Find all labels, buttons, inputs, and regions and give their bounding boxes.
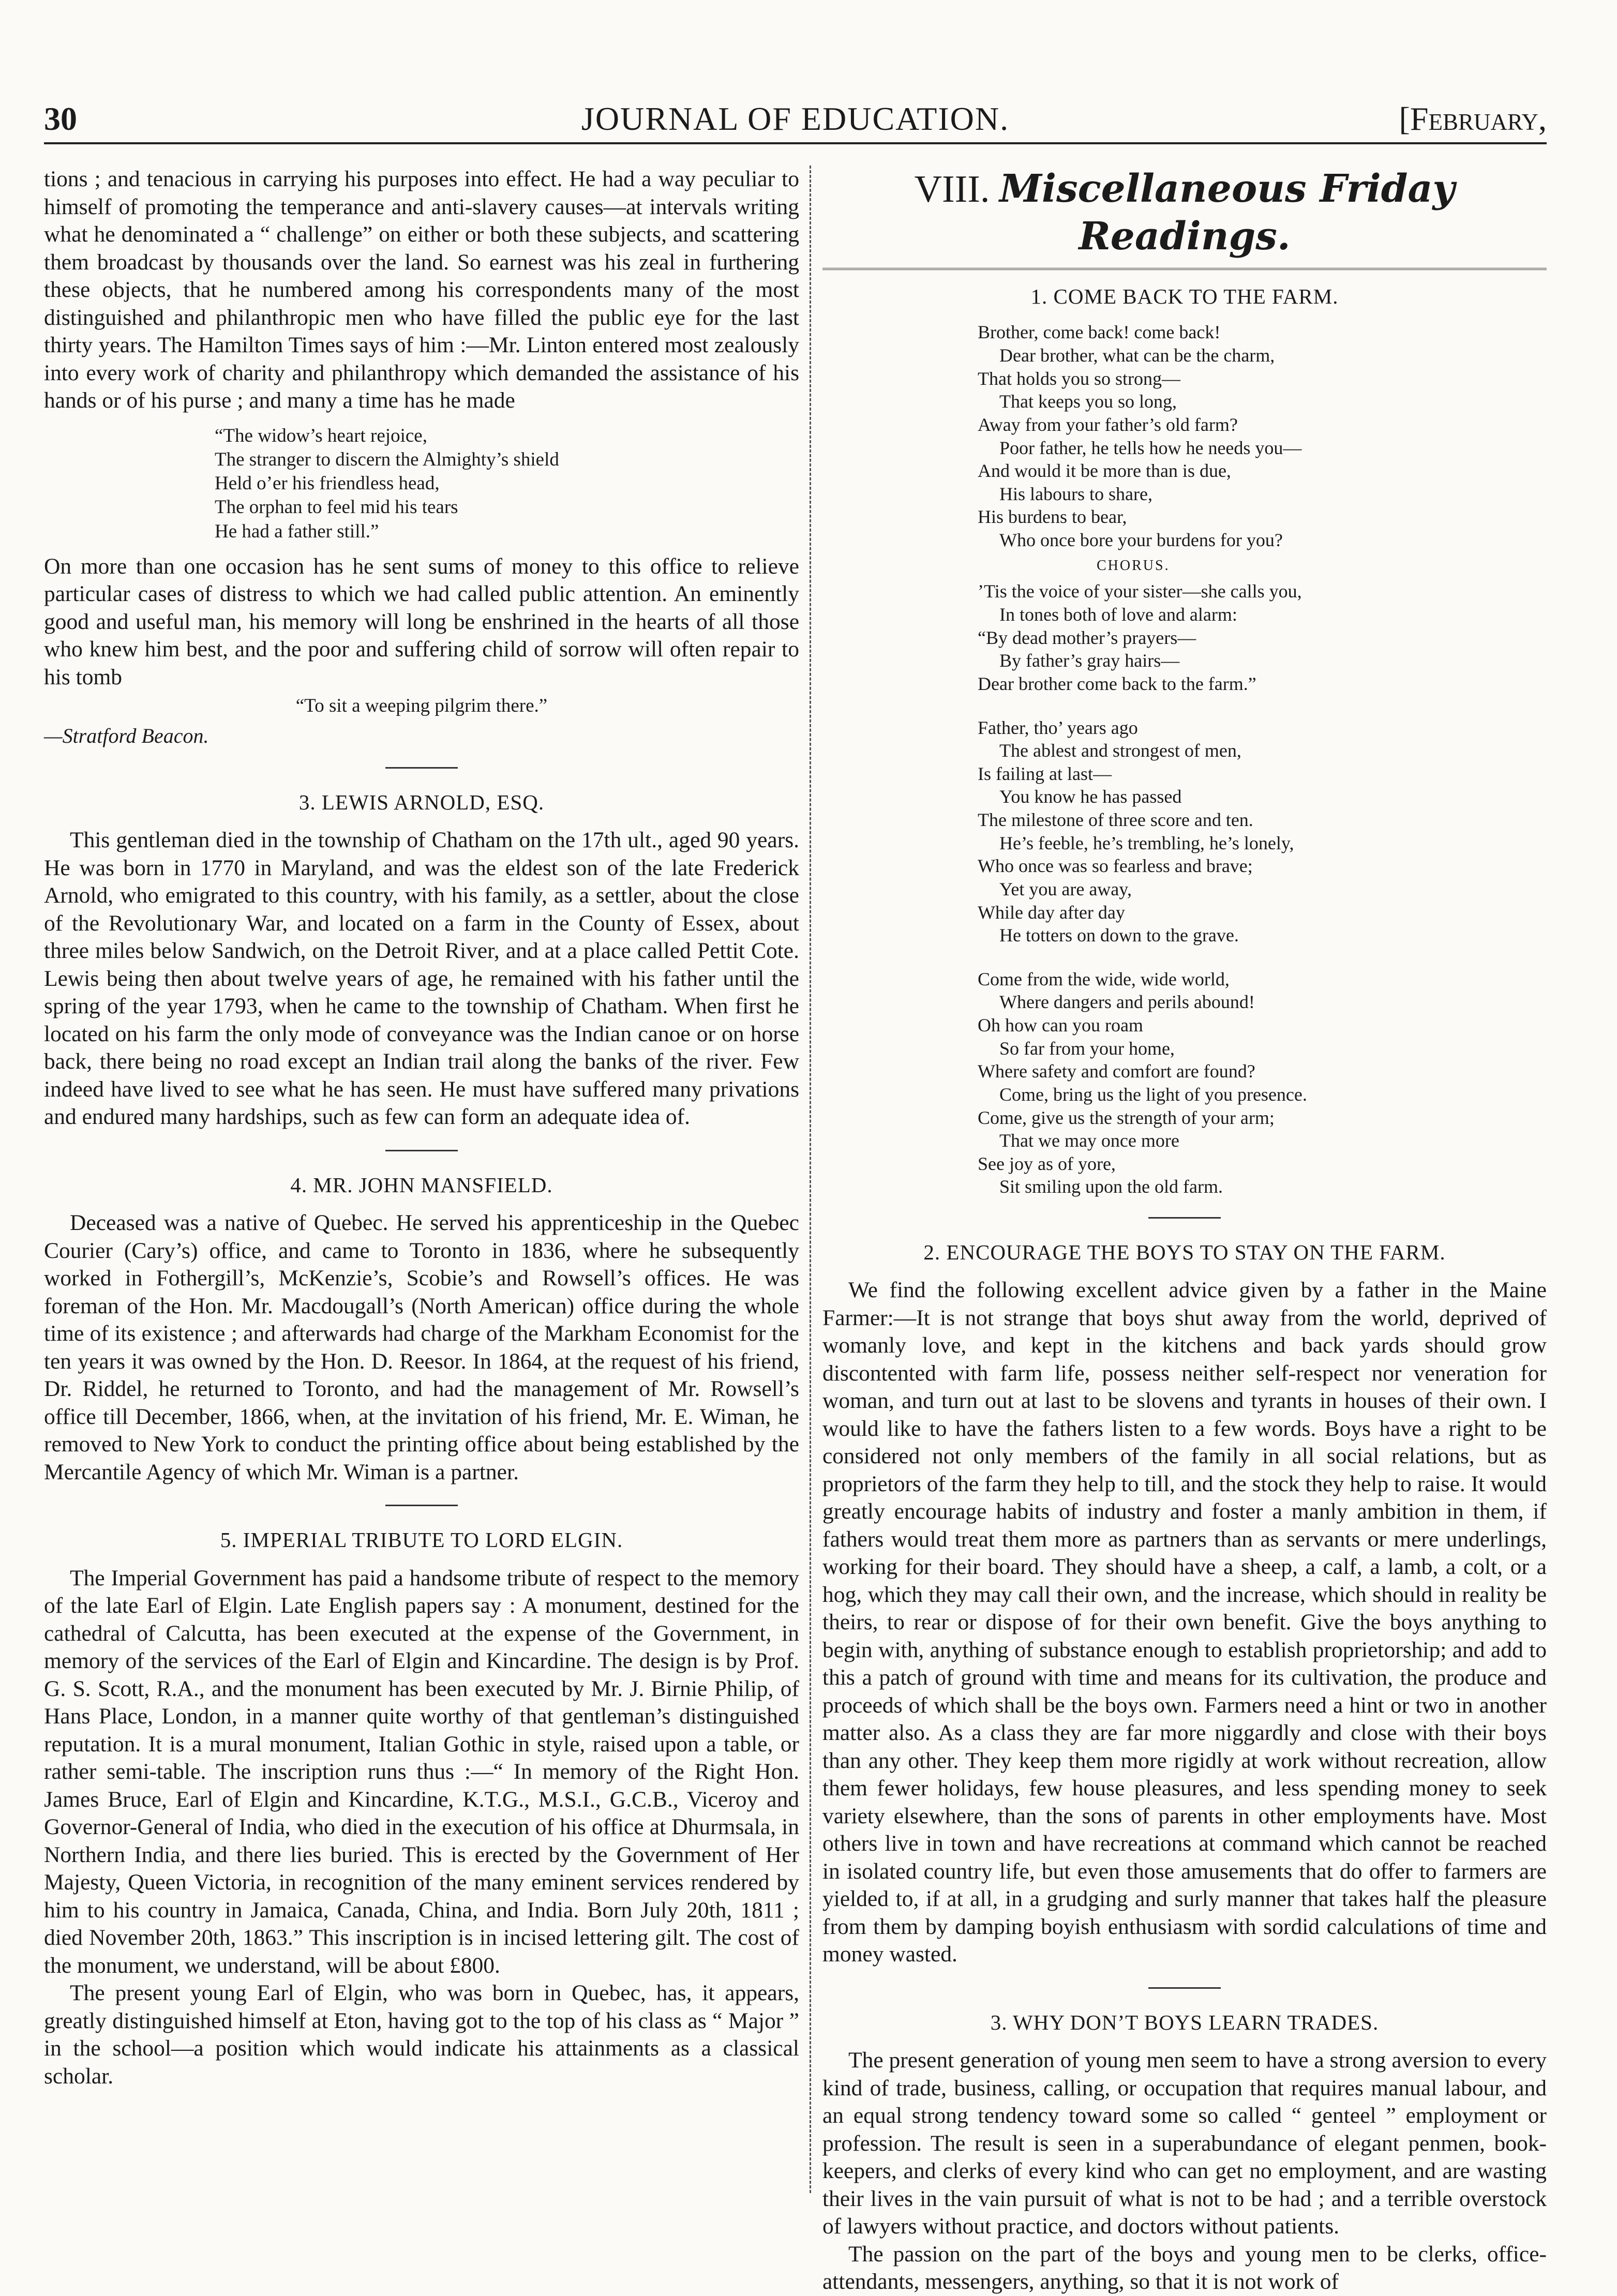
poem-line: His labours to share, [999, 483, 1152, 504]
poem-line: Who once bore your burdens for you? [999, 530, 1283, 551]
poem-line: The milestone of three score and ten. [978, 809, 1253, 831]
verse-line: The orphan to feel mid his tears [215, 497, 458, 518]
poem-line: Oh how can you roam [978, 1015, 1143, 1036]
stanza-gap [978, 947, 1547, 968]
poem-line: In tones both of love and alarm: [999, 604, 1237, 625]
header-month: [February, [1399, 100, 1547, 137]
poem-line: Poor father, he tells how he needs you— [999, 437, 1302, 458]
poem-line: Where dangers and perils abound! [999, 992, 1255, 1013]
section-divider [1148, 1217, 1221, 1219]
attribution: —Stratford Beacon. [44, 724, 209, 747]
lord-elgin-paragraph: The present young Earl of Elgin, who was born in Quebec, has, it appears, greatly distinguished himself at Eton, having got to the top of his class as “ Major ” in the school—a position which would indicate his attainments as a classical scholar. [44, 1980, 799, 2089]
linton-second-paragraph: On more than one occasion has he sent sums of money to this office to relieve particular cases of distress to which we had called public attention. An eminently good and useful man, his memory will long be enshrined in the hearts of all those who knew him best, and the poor and suffering child of sorrow will often repair to his tomb [44, 553, 799, 689]
verse-line: Held o’er his friendless head, [215, 473, 440, 494]
poem-line: He totters on down to the grave. [999, 925, 1239, 946]
poem-line: Brother, come back! come back! [978, 322, 1221, 343]
poem-line: While day after day [978, 902, 1125, 923]
poem-line: Yet you are away, [999, 878, 1132, 899]
page-number: 30 [44, 100, 77, 137]
lewis-arnold-paragraph: This gentleman died in the township of Chatham on the 17th ult., aged 90 years. He was born in 1770 in Maryland, and was the eldest son of the late Frederick Arnold, who emigrated to this country, with his family, as a settler, about the close of the Revolutionary War, and located on a farm in the County of Essex, about three miles below Sandwich, on the Detroit River, and at a place called Pettit Cote. Lewis being then about twelve years of age, he remained with his father until the spring of the year 1793, when he came to the township of Chatham. When first he located on his farm the only mode of conveyance was the Indian canoe or on horse back, there being no road except an Indian trail along the banks of the river. Few indeed have lived to see what he has seen. He must have suffered many privations and endured many hardships, such as few can form an adequate idea of. [44, 828, 799, 1130]
section-heading: 2. ENCOURAGE THE BOYS TO STAY ON THE FARM. [923, 1240, 1446, 1265]
column-divider [810, 166, 811, 2193]
lord-elgin-paragraph: The Imperial Government has paid a handsome tribute of respect to the memory of the late Earl of Elgin. Late English papers say : A monument, destined for the cathedral of Calcutta, has been executed at the expense of the Government, in memory of the services of the Earl of Elgin and Kincardine. The design is by Prof. G. S. Scott, R.A., and the monument has been executed by Mr. J. Birnie Philip, of Hans Place, London, in a manner quite worthy of that gentleman’s distinguished reputation. It is a mural monument, Italian Gothic in style, raised upon a table, or rather semi-table. The inscription runs thus :—“ In memory of the Right Hon. James Bruce, Earl of Elgin and Kincardine, K.T.G., M.S.I., G.C.B., Viceroy and Governor-General of India, who died in the execution of his office at Dhurmsala, in Northern India, and there lies buried. This is erected by the Government of Her Majesty, Queen Victoria, in recognition of the many eminent services rendered by him to his country in Jamaica, Canada, China, and India. Born July 20th, 1811 ; died November 20th, 1863.” This inscription is in incised lettering gilt. The cost of the monument, we understand, will be about £800. [44, 1565, 799, 1978]
poem-line: Away from your father’s old farm? [978, 414, 1238, 435]
section-heading: 3. LEWIS ARNOLD, ESQ. [298, 790, 545, 814]
boys-trades-paragraph: The passion on the part of the boys and young men to be clerks, office-attendants, messengers, anything, so that it is not work of [822, 2241, 1547, 2294]
poem-line: ’Tis the voice of your sister—she calls you, [978, 581, 1302, 602]
john-mansfield-paragraph: Deceased was a native of Quebec. He served his apprenticeship in the Quebec Courier (Cary’s) office, and came to Toronto in 1836, where he subsequently worked in Fothergill’s, McKenzie’s, Scobie’s and Rowsell’s offices. He was foreman of the Hon. Mr. Macdougall’s (North American) office during the whole time of its existence ; and afterwards had charge of the Markham Economist for the ten years it was owned by the Hon. D. Reesor. In 1864, at the request of his friend, Dr. Riddel, he returned to Toronto, and had the management of Mr. Rowsell’s office till December, 1866, when, at the invitation of his friend, Mr. E. Wiman, he removed to New York to conduct the printing office about being established by the Mercantile Agency of which Mr. Wiman is a partner. [44, 1210, 799, 1484]
poem-line: That keeps you so long, [999, 391, 1177, 412]
verse-line: “The widow’s heart rejoice, [215, 425, 427, 446]
poem-line: Who once was so fearless and brave; [978, 856, 1253, 877]
poem-line: The ablest and strongest of men, [999, 740, 1241, 761]
section-divider [385, 1150, 458, 1151]
poem-line: Sit smiling upon the old farm. [999, 1176, 1223, 1197]
poem-line: Is failing at last— [978, 763, 1112, 784]
section-heading: 5. IMPERIAL TRIBUTE TO LORD ELGIN. [220, 1528, 623, 1552]
section-title-text: Miscellaneous Friday Readings. [999, 167, 1455, 259]
poem-line: You know he has passed [999, 786, 1182, 807]
poem-line: Where safety and comfort are found? [978, 1061, 1255, 1082]
poem-line: Come, bring us the light of you presence. [999, 1084, 1307, 1105]
right-column [822, 166, 1547, 2296]
section-divider [385, 1505, 458, 1506]
boys-trades-paragraph: The present generation of young men seem to have a strong aversion to every kind of trade, business, calling, or occupation that requires manual labour, and an equal strong tendency toward some so called “ genteel ” employment or profession. The result is seen in a superabundance of elegant penmen, book-keepers, and clerks of every kind who can get no employment, and are wasting their lives in the vain pursuit of what is not to be had ; and a terrible overstock of lawyers without practice, and doctors without patients. [822, 2048, 1547, 2239]
boys-farm-paragraph: We find the following excellent advice given by a father in the Maine Farmer:—It is not strange that boys shut away from the world, deprived of womanly love, and kept in the kitchens and back yards should grow discontented with farm life, possess neither self-respect nor veneration for woman, and turn out at last to be slovens and tyrants in houses of their own. I would like to have the fathers listen to a few words. Boys have a right to be considered not only members of the family in all social relations, but as proprietors of the farm they help to till, and the stock they help to raise. It would greatly encourage habits of industry and foster a manly ambition in them, if fathers would treat them more as partners than as servants or mere underlings, working for their board. They should have a sheep, a calf, a lamb, a colt, or a hog, which they may call their own, and the increase, which should in reality be theirs, to rear or dispose of for their own benefit. Give the boys anything to begin with, anything of substance enough to establish proprietorship; and add to this a patch of ground with time and means for its cultivation, the produce and proceeds of which shall be the boys own. Farmers need a hint or two in another matter also. As a class they are far more niggardly and close with their boys than any other. They keep them more rigidly at work without recreation, allow them fewer holidays, few house pleasures, and less spending money to seek variety elsewhere, than the sons of parents in other employments have. Most others live in town and have recreations at command which cannot be reached in isolated country life, but even those amusements that do offer to farmers are yielded to, if at all, in a grudging and surly manner that takes half the pleasure from them by damping boyish enthusiasm with sordid calculations of time and money wasted. [822, 1278, 1547, 1967]
verse-line: The stranger to discern the Almighty’s shield [215, 448, 559, 470]
page-header [44, 96, 1547, 144]
poem-line: He’s feeble, he’s trembling, he’s lonely, [999, 832, 1294, 853]
section-divider [1148, 1987, 1221, 1989]
poem-line: His burdens to bear, [978, 506, 1127, 528]
verse-quote [215, 424, 799, 544]
poem-line: Come, give us the strength of your arm; [978, 1107, 1275, 1128]
poem [978, 321, 1547, 1198]
section-title [822, 166, 1547, 270]
section-heading: 4. MR. JOHN MANSFIELD. [290, 1173, 553, 1197]
poem-line: That we may once more [999, 1130, 1179, 1151]
journal-title: JOURNAL OF EDUCATION. [581, 100, 1010, 137]
left-column [44, 166, 799, 2090]
section-heading: 3. WHY DON’T BOYS LEARN TRADES. [990, 2010, 1379, 2034]
poem-line: That holds you so strong— [978, 368, 1180, 389]
stanza-gap [978, 696, 1547, 716]
section-number: VIII. [914, 168, 990, 211]
poem-line: Father, tho’ years ago [978, 717, 1138, 738]
chorus-label: CHORUS. [1097, 557, 1170, 574]
verse-line: He had a father still.” [215, 520, 379, 542]
poem-line: Dear brother, what can be the charm, [999, 345, 1275, 366]
poem-line: Come from the wide, wide world, [978, 968, 1230, 989]
poem-line: See joy as of yore, [978, 1153, 1116, 1174]
poem-line: By father’s gray hairs— [999, 650, 1180, 671]
linton-obituary-continued: tions ; and tenacious in carrying his purposes into effect. He had a way peculiar to himself of promoting the temperance and anti-slavery causes—at intervals writing what he denominated a “ challenge” on either or both these subjects, and scattering them broadcast by thousands over the land. So earnest was his zeal in furthering these objects, that he numbered among his correspondents many of the most distinguished and philanthropic men who have filled the public eye for the last thirty years. The Hamilton Times says of him :—Mr. Linton entered most zealously into every work of charity and philanthropy which demanded the assistance of his hands or of his purse ; and many a time has he made [44, 167, 799, 413]
poem-line: And would it be more than is due, [978, 460, 1231, 482]
poem-line: “By dead mother’s prayers— [978, 627, 1196, 648]
poem-heading: 1. COME BACK TO THE FARM. [1030, 284, 1339, 309]
section-divider [385, 767, 458, 769]
poem-line: Dear brother come back to the farm.” [978, 673, 1256, 694]
poem-line: So far from your home, [999, 1038, 1175, 1059]
tomb-quote: “To sit a weeping pilgrim there.” [295, 695, 548, 717]
